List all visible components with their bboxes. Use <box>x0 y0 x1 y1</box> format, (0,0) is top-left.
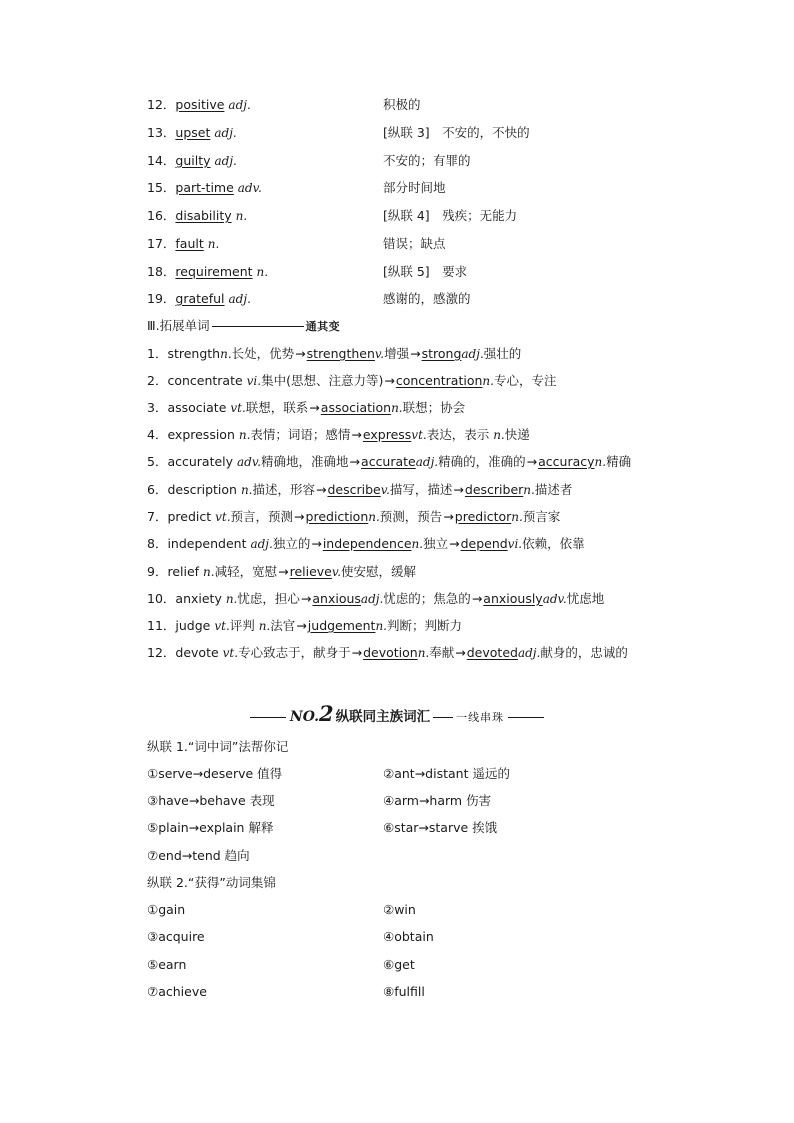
derived-word: accuracy <box>538 454 595 469</box>
definition-text: 11．judge <box>147 618 215 633</box>
part-of-speech: n. <box>368 510 380 524</box>
part-of-speech: n. <box>225 592 238 606</box>
arrow-icon: → <box>453 482 464 497</box>
expand-item <box>147 562 416 582</box>
part-of-speech: adj. <box>360 592 384 606</box>
definition-text: 独立 <box>423 536 449 551</box>
derived-word: anxiously <box>483 591 543 606</box>
derived-word: devoted <box>466 645 518 660</box>
group-item: ⑥get <box>383 957 415 972</box>
arrow-icon: → <box>449 536 460 551</box>
vocab-meaning: 积极的 <box>383 97 421 112</box>
vocab-meaning: [纵联 5] 要求 <box>383 264 468 279</box>
derived-word: describer <box>464 482 524 497</box>
part-of-speech: vt. <box>214 619 230 633</box>
group-title: 纵联 1.“词中词”法帮你记 <box>147 739 289 754</box>
part-of-speech: vt. <box>215 510 231 524</box>
item-number: 12． <box>147 97 176 112</box>
vocab-item <box>147 262 268 282</box>
vocab-meaning: [纵联 4] 残疾；无能力 <box>383 208 518 223</box>
vocab-meaning: 部分时间地 <box>383 180 446 195</box>
part-of-speech: vi. <box>507 537 523 551</box>
derived-word: predictor <box>454 509 512 524</box>
expand-item <box>147 616 462 636</box>
vocab-word: part-time <box>175 180 234 195</box>
vocab-meaning: 不安的；有罪的 <box>383 153 471 168</box>
item-number: 18． <box>147 264 176 279</box>
vocab-word: grateful <box>175 291 225 306</box>
derived-word: strengthen <box>306 346 375 361</box>
arrow-icon: → <box>410 346 421 361</box>
part-of-speech: adj. <box>461 347 484 361</box>
expand-item <box>147 398 465 418</box>
derived-word: accurate <box>361 454 416 469</box>
definition-text: 3．associate <box>147 400 231 415</box>
vocab-meaning: 错误；缺点 <box>383 236 446 251</box>
item-number: 16． <box>147 208 176 223</box>
group-item: ③have→behave 表现 <box>147 793 275 808</box>
part-of-speech: n. <box>220 347 232 361</box>
arrow-icon: → <box>296 618 307 633</box>
vocab-item <box>147 234 219 254</box>
definition-text: 忧虑的；焦急的 <box>383 591 471 606</box>
definition-text: 献身的，忠诚的 <box>540 645 628 660</box>
arrow-icon: → <box>455 645 466 660</box>
part-of-speech: adj. <box>250 537 273 551</box>
part-of-speech: v. <box>374 347 385 361</box>
arrow-icon: → <box>309 400 320 415</box>
group-title: 纵联 2.“获得”动词集锦 <box>147 875 276 890</box>
expand-item <box>147 643 628 663</box>
definition-text: 法官 <box>270 618 296 633</box>
item-number: 14． <box>147 153 176 168</box>
definition-text: 使安慰，缓解 <box>341 564 417 579</box>
derived-word: concentration <box>395 373 483 388</box>
part-of-speech: n. <box>391 401 403 415</box>
part-of-speech: adj. <box>228 292 251 306</box>
definition-text: 7．predict <box>147 509 216 524</box>
vocab-word: fault <box>175 236 204 251</box>
definition-text: 描述者 <box>534 482 573 497</box>
arrow-icon: → <box>349 454 361 469</box>
definition-text: 长处，优势 <box>231 346 295 361</box>
part-of-speech: adj. <box>517 646 541 660</box>
definition-text: 表达，表示 <box>426 427 494 442</box>
arrow-icon: → <box>294 509 305 524</box>
definition-text: 12．devote <box>147 645 223 660</box>
arrow-icon: → <box>351 427 362 442</box>
derived-word: anxious <box>312 591 361 606</box>
derived-word: prediction <box>305 509 369 524</box>
definition-text: 2．concentrate <box>147 373 247 388</box>
vocab-item <box>147 151 237 171</box>
part-of-speech: n. <box>203 565 215 579</box>
section-tag: 通其变 <box>305 320 341 333</box>
arrow-icon: → <box>471 591 483 606</box>
expand-item <box>147 507 560 527</box>
part-of-speech: n. <box>207 237 220 251</box>
definition-text: 5．accurately <box>147 454 238 469</box>
derived-word: strong <box>421 346 462 361</box>
definition-text: 奉献 <box>429 645 455 660</box>
arrow-icon: → <box>311 536 322 551</box>
part-of-speech: vt. <box>411 428 427 442</box>
vocab-word: upset <box>175 125 211 140</box>
definition-text: 精确地，准确地 <box>261 454 349 469</box>
expand-item <box>147 589 604 609</box>
banner-rule-right <box>508 717 544 718</box>
definition-text: 独立的 <box>272 536 311 551</box>
vocab-word: requirement <box>175 264 253 279</box>
group-item: ⑦end→tend 趋向 <box>147 848 250 863</box>
derived-word: relieve <box>289 564 332 579</box>
vocab-meaning: 感谢的，感激的 <box>383 291 471 306</box>
definition-text: 描述，形容 <box>252 482 315 497</box>
definition-text: 强壮的 <box>483 346 522 361</box>
expand-item <box>147 534 585 554</box>
definition-text: 集中(思想、注意力等) <box>261 373 384 388</box>
derived-word: judgement <box>307 618 376 633</box>
part-of-speech: v. <box>331 565 342 579</box>
definition-text: 依赖，依靠 <box>522 536 585 551</box>
definition-text: 预言家 <box>522 509 561 524</box>
definition-text: 4．expression <box>147 427 239 442</box>
derived-word: devotion <box>363 645 418 660</box>
part-of-speech: n. <box>511 510 523 524</box>
banner-subtitle: 一线串珠 <box>456 711 505 724</box>
vocab-item <box>147 289 251 309</box>
group-item: ②ant→distant 遥远的 <box>383 766 510 781</box>
part-of-speech: adv. <box>237 181 262 195</box>
group-item: ①gain <box>147 902 186 917</box>
definition-text: 减轻，宽慰 <box>214 564 278 579</box>
definition-text: 忧虑，担心 <box>237 591 300 606</box>
part-of-speech: adj. <box>214 154 237 168</box>
banner-rule-left <box>250 717 286 718</box>
part-of-speech: n. <box>256 265 269 279</box>
vocab-word: positive <box>175 97 225 112</box>
derived-word: independence <box>322 536 412 551</box>
banner-prefix: NO. <box>289 709 319 725</box>
derived-word: association <box>320 400 392 415</box>
vocab-item <box>147 178 262 198</box>
vocab-item <box>147 95 251 115</box>
expand-item <box>147 344 521 364</box>
expand-item <box>147 425 530 445</box>
part-of-speech: v. <box>380 483 390 497</box>
definition-text: 精确 <box>606 454 632 469</box>
part-of-speech: n. <box>238 428 251 442</box>
arrow-icon: → <box>300 591 312 606</box>
part-of-speech: vt. <box>230 401 246 415</box>
definition-text: 增强 <box>384 346 410 361</box>
group-item: ④obtain <box>383 929 434 944</box>
part-of-speech: adv. <box>237 455 262 469</box>
group-item: ①serve→deserve 值得 <box>147 766 283 781</box>
vocab-item <box>147 123 237 143</box>
arrow-icon: → <box>295 346 306 361</box>
arrow-icon: → <box>316 482 327 497</box>
part-of-speech: n. <box>482 374 494 388</box>
item-number: 17． <box>147 236 176 251</box>
definition-text: 预言，预测 <box>230 509 294 524</box>
expand-item <box>147 452 631 472</box>
definition-text: 判断；判断力 <box>387 618 463 633</box>
definition-text: 评判 <box>229 618 259 633</box>
arrow-icon: → <box>384 373 395 388</box>
definition-text: 精确的，准确的 <box>438 454 526 469</box>
arrow-icon: → <box>278 564 289 579</box>
group-item: ⑤plain→explain 解释 <box>147 820 274 835</box>
expand-item <box>147 480 572 500</box>
definition-text: 联想；协会 <box>402 400 466 415</box>
part-of-speech: n. <box>375 619 387 633</box>
definition-text: 描写，描述 <box>389 482 453 497</box>
item-number: 15． <box>147 180 176 195</box>
derived-word: depend <box>460 536 508 551</box>
part-of-speech: n. <box>235 209 248 223</box>
group-item: ②win <box>383 902 416 917</box>
banner-number: 2 <box>318 701 334 726</box>
vocab-meaning: [纵联 3] 不安的，不快的 <box>383 125 530 140</box>
part-of-speech: n. <box>417 646 430 660</box>
section-banner <box>0 702 794 726</box>
definition-text: 专心，专注 <box>493 373 557 388</box>
banner-title: 纵联同主族词汇 <box>335 709 431 725</box>
arrow-icon: → <box>526 454 538 469</box>
definition-text: 6．description <box>147 482 241 497</box>
vocab-word: guilty <box>175 153 211 168</box>
section-heading <box>147 316 340 336</box>
definition-text: 9．relief <box>147 564 204 579</box>
part-of-speech: n. <box>493 428 505 442</box>
arrow-icon: → <box>443 509 454 524</box>
expand-item <box>147 371 556 391</box>
part-of-speech: adv. <box>542 592 567 606</box>
definition-text: 10．anxiety <box>147 591 226 606</box>
part-of-speech: n. <box>594 455 607 469</box>
part-of-speech: adj. <box>214 126 237 140</box>
definition-text: 联想，联系 <box>245 400 309 415</box>
part-of-speech: n. <box>258 619 271 633</box>
definition-text: 8．independent <box>147 536 251 551</box>
item-number: 19． <box>147 291 176 306</box>
group-item: ⑤earn <box>147 957 187 972</box>
part-of-speech: adj. <box>415 455 439 469</box>
vocab-item <box>147 206 247 226</box>
group-item: ④arm→harm 伤害 <box>383 793 492 808</box>
vocab-word: disability <box>175 208 232 223</box>
group-item: ⑥star→starve 挨饿 <box>383 820 498 835</box>
section-label: Ⅲ.拓展单词 <box>147 318 210 333</box>
part-of-speech: n. <box>523 483 535 497</box>
arrow-icon: → <box>351 645 363 660</box>
definition-text: 快递 <box>504 427 530 442</box>
definition-text: 专心致志于，献身于 <box>238 645 351 660</box>
part-of-speech: vi. <box>246 374 262 388</box>
definition-text: 表情；词语；感情 <box>250 427 351 442</box>
heading-rule <box>212 326 304 327</box>
definition-text: 忧虑地 <box>566 591 605 606</box>
definition-text: 1．strength <box>147 346 221 361</box>
banner-rule-mid <box>433 717 453 718</box>
item-number: 13． <box>147 125 176 140</box>
definition-text: 预测，预告 <box>379 509 443 524</box>
group-item: ⑧fulfill <box>383 984 425 999</box>
derived-word: describe <box>327 482 381 497</box>
part-of-speech: n. <box>240 483 253 497</box>
part-of-speech: vt. <box>222 646 239 660</box>
part-of-speech: n. <box>411 537 424 551</box>
group-item: ③acquire <box>147 929 205 944</box>
group-item: ⑦achieve <box>147 984 207 999</box>
part-of-speech: adj. <box>228 98 251 112</box>
derived-word: express <box>362 427 412 442</box>
